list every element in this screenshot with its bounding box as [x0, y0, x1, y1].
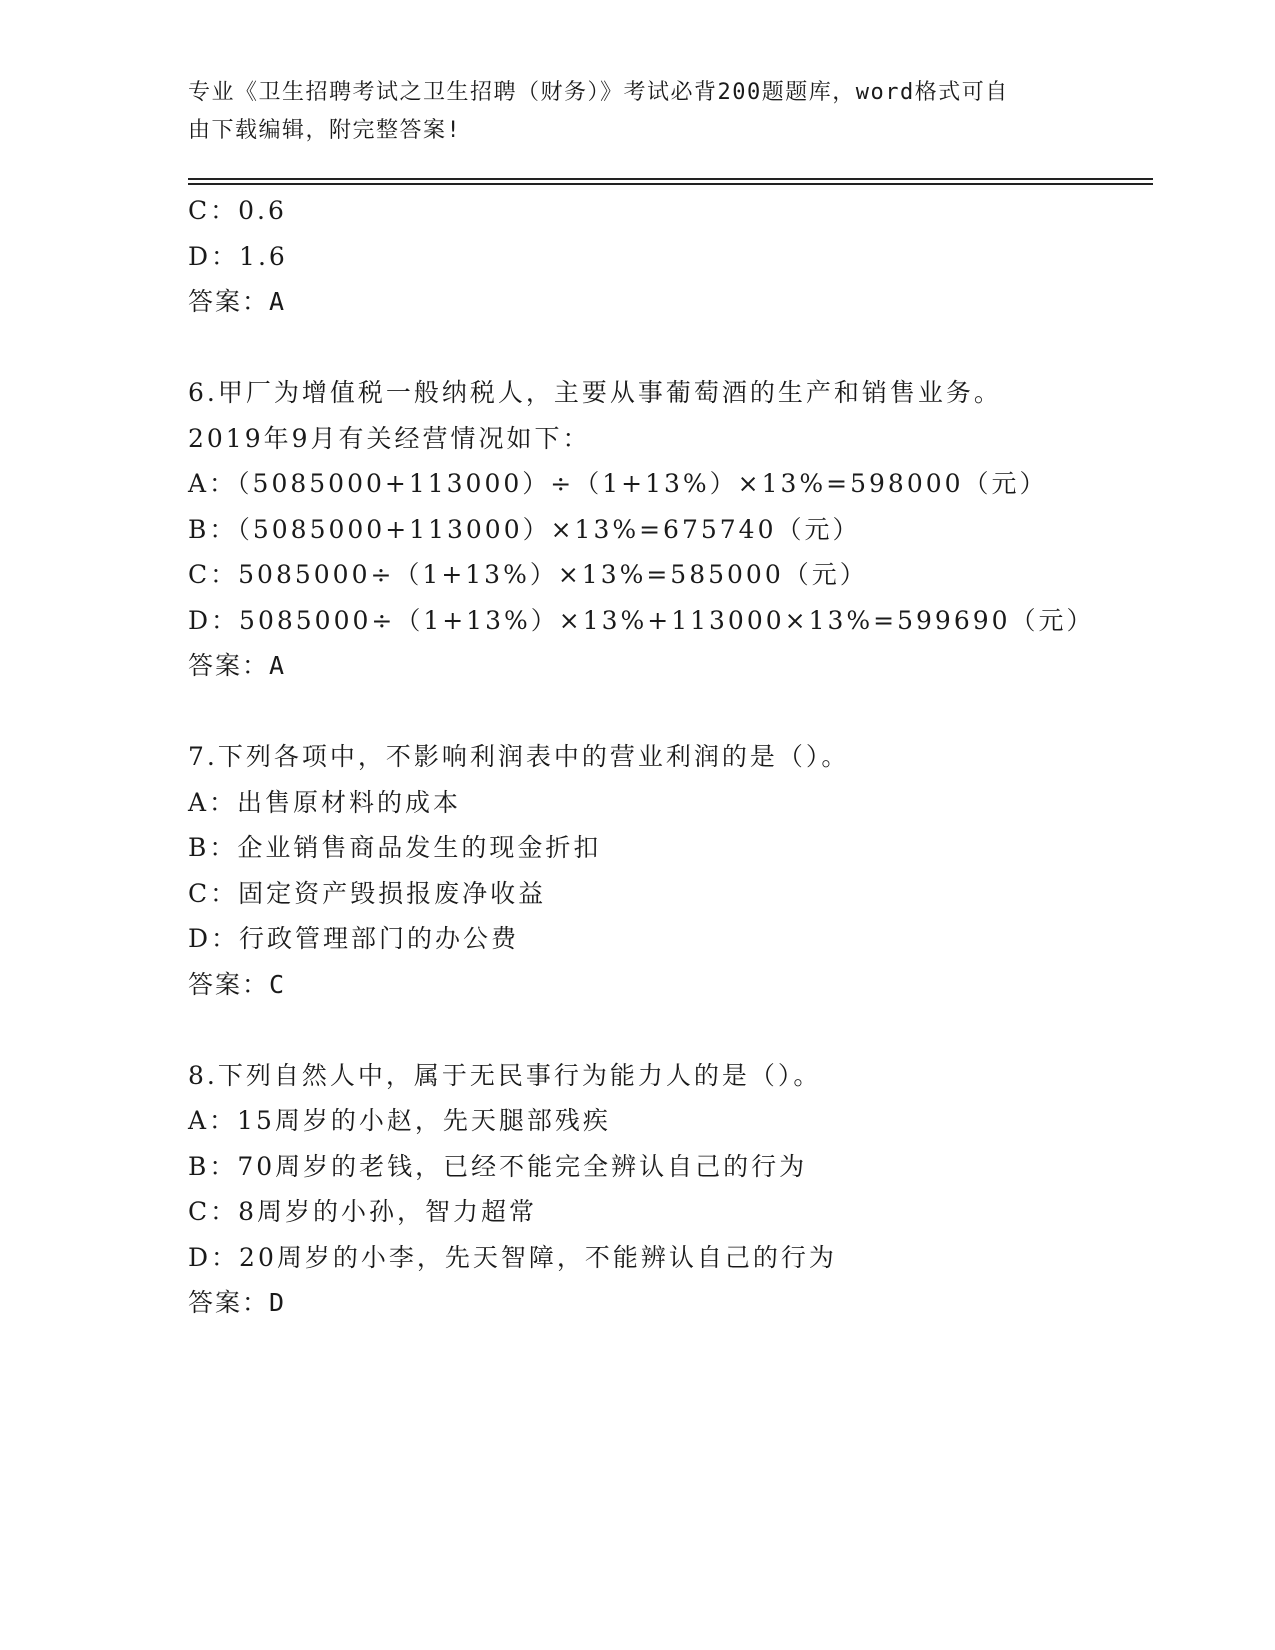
- question-6: [188, 370, 1148, 689]
- q7-option-d: D：行政管理部门的办公费: [188, 924, 520, 953]
- header-divider-bottom: [188, 183, 1153, 185]
- q8-option-b: B：70周岁的老钱，已经不能完全辨认自己的行为: [188, 1151, 808, 1181]
- q7-option-c: C：固定资产毁损报废净收益: [188, 878, 547, 908]
- q8-option-c: C：8周岁的小孙，智力超常: [188, 1197, 538, 1226]
- header-divider-top: [188, 178, 1153, 180]
- q8-option-d: D：20周岁的小李，先天智障，不能辨认自己的行为: [188, 1242, 837, 1272]
- q7-option-a: A：出售原材料的成本: [188, 787, 462, 817]
- q5-option-d: D：1.6: [188, 241, 288, 271]
- question-8: [188, 1053, 1148, 1326]
- q6-option-c: C：5085000÷（1+13%）×13%=585000（元）: [188, 560, 868, 589]
- q6-option-d: D：5085000÷（1+13%）×13%+113000×13%=599690（元）: [188, 605, 1095, 635]
- q5-option-c: C：0.6: [188, 196, 287, 225]
- q6-stem-line-1: 6.甲厂为增值税一般纳税人，主要从事葡萄酒的生产和销售业务。: [188, 378, 1002, 407]
- question-list: [188, 188, 1148, 1326]
- q5-answer: 答案：A: [188, 287, 287, 316]
- q8-option-a: A：15周岁的小赵，先天腿部残疾: [188, 1106, 611, 1135]
- question-7: [188, 734, 1148, 1007]
- q6-answer: 答案：A: [188, 651, 287, 680]
- q6-option-b: B：（5085000+113000）×13%=675740（元）: [188, 514, 861, 544]
- header-line-2: 由下载编辑，附完整答案!: [188, 118, 462, 143]
- q8-stem: 8.下列自然人中，属于无民事行为能力人的是（）。: [188, 1060, 822, 1090]
- q7-answer: 答案：C: [188, 969, 287, 999]
- q8-answer: 答案：D: [188, 1288, 287, 1317]
- q6-stem-line-2: 2019年9月有关经营情况如下：: [188, 423, 591, 453]
- question-5-tail: [188, 188, 1148, 325]
- q6-option-a: A：（5085000+113000）÷（1+13%）×13%=598000（元）: [188, 469, 1048, 498]
- q7-option-b: B：企业销售商品发生的现金折扣: [188, 833, 602, 862]
- document-header: [188, 74, 1068, 150]
- header-line-1: 专业《卫生招聘考试之卫生招聘（财务）》考试必背200题题库，word格式可自: [188, 80, 1009, 105]
- q7-stem: 7.下列各项中，不影响利润表中的营业利润的是（）。: [188, 742, 850, 771]
